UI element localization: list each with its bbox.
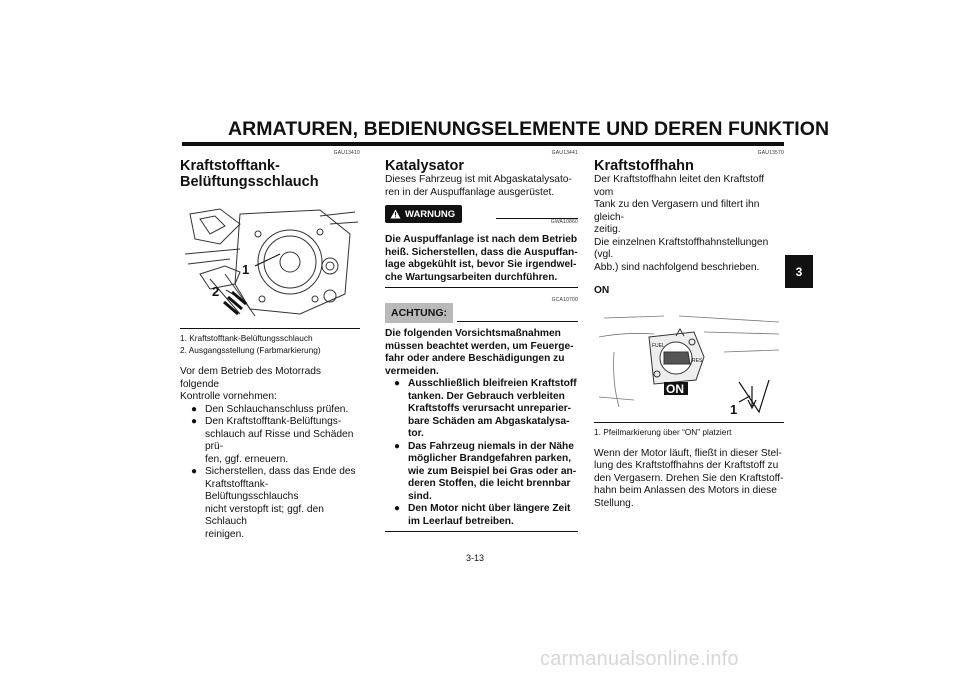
caution-text: Die folgenden Vorsichtsmaßnahmen müssen beachtet werden, um Feuerge- fahr oder andere Beschädigungen zu vermeiden. ● Ausschließlich bleifreien Kraftstoff tanken. Der Gebrauch verbleiten Kraftstoffs verursacht unreparier- bare Schäden am Abgaskatalysa- tor. ● Das Fahrzeug niemals in der Nähe möglicher Brandgefahren parken, wie zum Beispiel bei Gras oder an- deren Stoffen, die leicht brennbar sind. ● Den Motor nicht über längere Zeit im Leerlauf betreiben.: [385, 328, 578, 528]
caption-1: 1. Kraftstofftank-Belüftungsschlauch: [180, 333, 313, 343]
section-code: GAU13441: [551, 150, 578, 156]
column-fuel-cock: [594, 150, 784, 510]
page-header-title: ARMATUREN, BEDIENUNGSELEMENTE UND DEREN FUNKTION: [228, 118, 830, 140]
fuel-cock-illustration: [594, 302, 784, 420]
subheading-on: ON: [594, 285, 610, 296]
column-fuel-tank-breather: [180, 150, 360, 541]
caption-2: 2. Ausgangsstellung (Farbmarkierung): [180, 345, 321, 355]
res-label: RES: [692, 357, 703, 364]
intro-paragraph: [180, 366, 360, 404]
page-number: 3-13: [466, 553, 485, 563]
caution-badge: ACHTUNG:: [385, 303, 453, 323]
intro-paragraph: Dieses Fahrzeug ist mit Abgaskatalysato- ren in der Auspuffanlage ausgerüstet.: [385, 174, 572, 198]
fuel-cock-figure: [594, 302, 784, 420]
section-code: GAU13570: [757, 150, 784, 156]
list-item: ● Den Schlauchanschluss prüfen.: [190, 404, 360, 417]
figure-label-1: 1: [730, 401, 738, 417]
intro-line-2: Kontrolle vornehmen:: [180, 391, 277, 402]
figure-label-2: 2: [212, 284, 220, 299]
section-title: Katalysator: [385, 158, 464, 174]
header-rule: [182, 142, 784, 146]
caution-code: GCA10700: [551, 297, 578, 303]
list-item: ● Ausschließlich bleifreien Kraftstoff tanken. Der Gebrauch verbleiten Kraftstoffs verursacht unreparier- bare Schäden am Abgaskatalysa- tor.: [393, 378, 578, 441]
caution-end-rule: [385, 531, 578, 532]
column-catalytic-converter: [385, 150, 578, 532]
fuel-label: FUEL: [652, 342, 665, 349]
figure-captions: [180, 332, 360, 356]
list-item: ● Das Fahrzeug niemals in der Nähe möglicher Brandgefahren parken, wie zum Beispiel bei Gras oder an- deren Stoffen, die leicht brennbar sind.: [393, 441, 578, 504]
list-item: ● Den Kraftstofftank-Belüftungs- schlauch auf Risse und Schäden prü- fen, ggf. erneuern.: [190, 416, 360, 466]
warning-badge: [385, 205, 462, 223]
body-paragraph: Wenn der Motor läuft, fließt in dieser Stel- lung des Kraftstoffhahns der Kraftstoff zu den Vergasern. Drehen Sie den Kraftstoff- hahn beim Anlassen des Motors in diese Stellung.: [594, 447, 784, 509]
figure-label-1: 1: [242, 262, 250, 277]
caution-list: [393, 378, 578, 528]
intro-line-1: Vor dem Betrieb des Motorrads folgende: [180, 366, 321, 390]
caption-rule: [594, 422, 784, 423]
chapter-tab[interactable]: 3: [785, 255, 813, 288]
caution-header: [385, 303, 578, 323]
warning-code: GWA10860: [550, 219, 578, 225]
list-item: ● Sicherstellen, dass das Ende des Kraftstofftank-Belüftungsschlauchs nicht verstopft ist; ggf. den Schlauch reinigen.: [190, 466, 360, 541]
warning-triangle-icon: [390, 209, 401, 219]
section-title: Kraftstoffhahn: [594, 158, 694, 174]
intro-paragraph: Der Kraftstoffhahn leitet den Kraftstoff vom Tank zu den Vergasern und filtert ihn gleich- zeitig. Die einzelnen Kraftstoffhahnstellungen (vgl. Abb.) sind nachfolgend beschrieben.: [594, 174, 769, 273]
list-item: ● Den Motor nicht über längere Zeit im Leerlauf betreiben.: [393, 503, 578, 528]
engine-figure: [180, 204, 360, 322]
warning-text: Die Auspuffanlage ist nach dem Betrieb heiß. Sicherstellen, dass die Auspuffan- lage abgekühlt ist, bevor Sie irgendwel- che Wartungsarbeiten durchführen.: [385, 234, 578, 283]
watermark[interactable]: carmanualsonline.info: [540, 648, 739, 670]
on-marking: ON: [666, 381, 684, 396]
warning-end-rule: [385, 287, 578, 288]
caption-rule: [180, 328, 360, 329]
section-title: [180, 158, 360, 190]
section-title-line2: Belüftungsschlauch: [180, 174, 319, 190]
engine-illustration: [180, 204, 360, 322]
section-title-line1: Kraftstofftank-: [180, 158, 280, 174]
section-code: GAU13410: [333, 150, 360, 156]
warning-label: WARNUNG: [405, 208, 456, 220]
check-list: [190, 404, 360, 542]
caption-1: 1. Pfeilmarkierung über “ON” platziert: [594, 426, 732, 437]
